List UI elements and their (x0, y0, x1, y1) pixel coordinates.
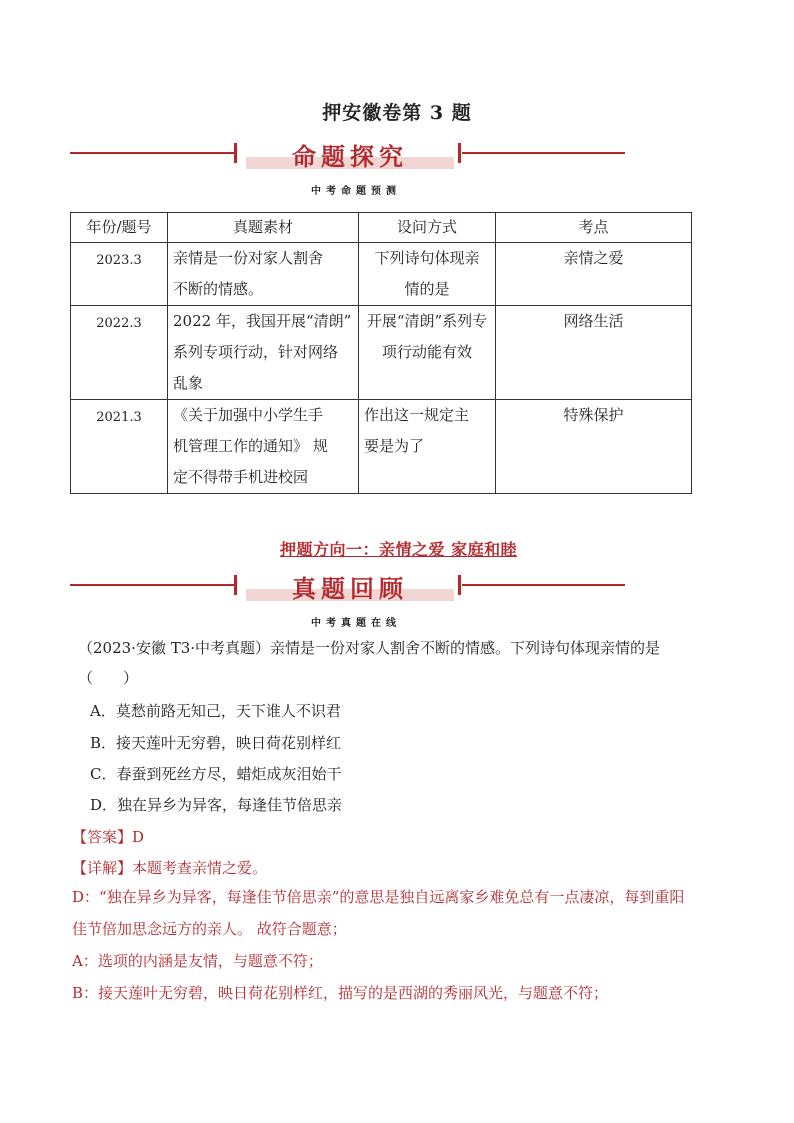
material-cell (168, 243, 359, 306)
detail-label: 【详解】 (72, 859, 133, 877)
question-line: 开展“清朗”系列专 (366, 312, 488, 330)
point-cell: 网络生活 (496, 306, 692, 400)
material-cell (168, 400, 359, 494)
question-cell (359, 243, 496, 306)
material-line: 2022 年，我国开展“清朗” (173, 312, 352, 330)
table-header-cell: 考点 (496, 213, 692, 243)
option-d: D．独在异乡为异客，每逢佳节倍思亲 (90, 796, 343, 814)
question-cell (359, 306, 496, 400)
year-cell: 2021.3 (71, 400, 168, 494)
question-line: 作出这一规定主 (364, 406, 470, 424)
section-banner-proposition (70, 140, 625, 176)
section-banner-review (70, 572, 625, 608)
detail-text: 本题考查亲情之爱。 (132, 859, 268, 877)
option-b: B．接天莲叶无穷碧，映日荷花别样红 (90, 734, 342, 752)
material-line: 乱象 (173, 374, 204, 392)
question-cell (359, 400, 496, 494)
option-c: C．春蚕到死丝方尽，蜡炬成灰泪始干 (90, 765, 342, 783)
option-a: A．莫愁前路无知己，天下谁人不识君 (90, 702, 341, 720)
question-stem: （2023·安徽 T3·中考真题）亲情是一份对家人割舍不断的情感。下列诗句体现亲情的是 (78, 639, 661, 657)
material-line: 系列专项行动，针对网络 (173, 343, 339, 361)
year-cell: 2023.3 (71, 243, 168, 306)
material-line: 《关于加强中小学生手 (173, 406, 324, 424)
section-subheading: 中考真题在线 (311, 618, 401, 629)
answer-line (72, 826, 144, 847)
table-row (71, 243, 692, 306)
table-header-cell: 设问方式 (359, 213, 496, 243)
point-cell: 特殊保护 (496, 400, 692, 494)
direction-heading: 押题方向一：亲情之爱 家庭和睦 (280, 540, 518, 559)
question-line: 项行动能有效 (381, 343, 472, 361)
section-heading: 命题探究 (292, 142, 408, 171)
explanation-line: D：“独在异乡为异客，每逢佳节倍思亲”的意思是独自远离家乡难免总有一点凄凉，每到重阳 (72, 888, 685, 906)
material-cell (168, 306, 359, 400)
explanation-line: B：接天莲叶无穷碧，映日荷花别样红，描写的是西湖的秀丽风光，与题意不符； (72, 984, 609, 1002)
table-row (71, 306, 692, 400)
answer-blank: （ ） (78, 669, 139, 687)
detail-line (72, 857, 267, 878)
page-title: 押安徽卷第 3 题 (322, 102, 472, 124)
answer-label: 【答案】 (72, 828, 133, 846)
explanation-line: 佳节倍加思念远方的亲人。 故符合题意； (72, 920, 347, 938)
section-subheading: 中考命题预测 (311, 186, 401, 197)
section-heading: 真题回顾 (292, 574, 408, 603)
explanation-line: A：选项的内涵是友情，与题意不符； (72, 952, 323, 970)
table-header-row (71, 213, 692, 243)
material-line: 不断的情感。 (173, 280, 264, 298)
question-line: 要是为了 (364, 437, 425, 455)
question-line: 情的是 (404, 280, 450, 298)
material-line: 机管理工作的通知》 规 (173, 437, 328, 455)
material-line: 亲情是一份对家人割舍 (173, 249, 324, 267)
table-row (71, 400, 692, 494)
exam-table (70, 212, 692, 494)
year-cell: 2022.3 (71, 306, 168, 400)
table-header-cell: 真题素材 (168, 213, 359, 243)
answer-value: D (132, 828, 145, 846)
material-line: 定不得带手机进校园 (173, 468, 309, 486)
table-header-cell: 年份/题号 (71, 213, 168, 243)
point-cell: 亲情之爱 (496, 243, 692, 306)
question-line: 下列诗句体现亲 (374, 249, 480, 267)
explanation-block (72, 881, 732, 1009)
